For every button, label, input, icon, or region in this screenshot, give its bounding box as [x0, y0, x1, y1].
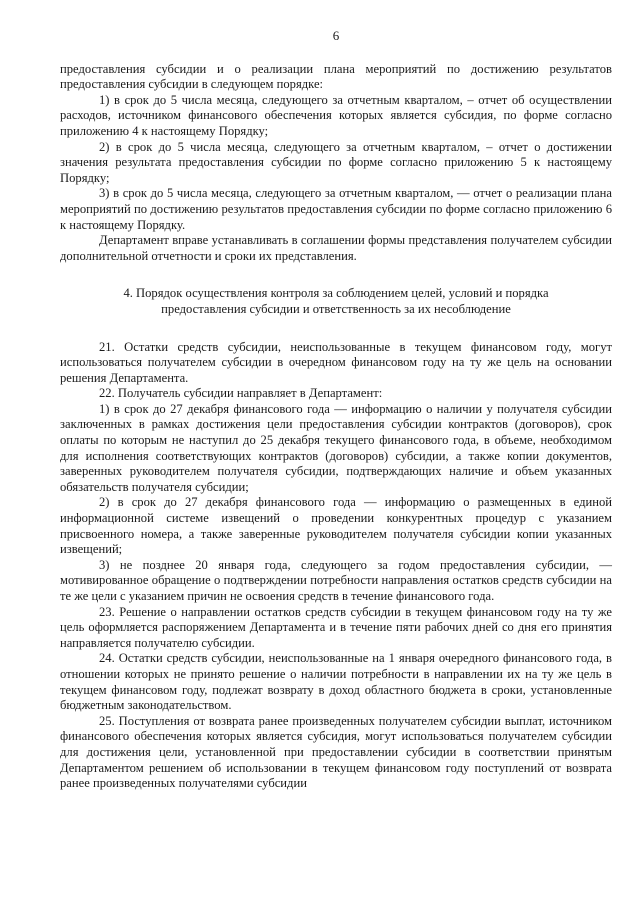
- document-page: [60, 28, 612, 792]
- paragraph-item-1: 1) в срок до 5 числа месяца, следующего за отчетным кварталом, – отчет об осуществлении расходов, источником финансового обеспечения которых является субсидия, по форме согласно приложению 4 к настоящему Порядку;: [60, 92, 612, 138]
- paragraph-item-3: 3) в срок до 5 числа месяца, следующего за отчетным кварталом, — отчет о реализации плана мероприятий по достижению результатов предоставления субсидии по форме согласно приложению 6 к настоящему Порядку.: [60, 186, 612, 232]
- paragraph-24: 24. Остатки средств субсидии, неиспользованные на 1 января очередного финансового года, в отношении которых не принято решение о наличии потребности в направлении их на ту же цель в текущем финансовом году, подлежат возврату в доход областного бюджета в сроки, установленные бюджетным законодательством.: [60, 651, 612, 713]
- paragraph-22-item-3: 3) не позднее 20 января года, следующего за годом предоставления субсидии, — мотивированное обращение о подтверждении потребности направления остатков средств субсидии на те же цели с указанием причин не освоения средств в течение финансового года.: [60, 557, 612, 603]
- paragraph-item-2: 2) в срок до 5 числа месяца, следующего за отчетным кварталом, – отчет о достижении значения результата предоставления субсидии по форме согласно приложению 5 к настоящему Порядку;: [60, 139, 612, 185]
- paragraph-22-item-2: 2) в срок до 27 декабря финансового года — информацию о размещенных в единой информационной системе извещений о проведении конкурентных процедур с указанием присвоенного номера, а также заверенные руководителем получателя субсидии копии указанных извещений;: [60, 495, 612, 557]
- section-heading-line-1: 4. Порядок осуществления контроля за соблюдением целей, условий и порядка: [123, 286, 549, 301]
- paragraph-22-item-1: 1) в срок до 27 декабря финансового года — информацию о наличии у получателя субсидии заключенных в рамках достижения цели предоставления субсидии контрактов (договоров), срок оплаты по которым не наступил до 25 декабря текущего финансового года, в объеме, необходимом для исполнения соответствующих контрактов (договоров) субсидии, а также копии документов, заверенных руководителем получателя субсидии, подтверждающих наличие и объем указанных обязательств получателя субсидии;: [60, 401, 612, 494]
- paragraph-21: 21. Остатки средств субсидии, неиспользованные в текущем финансовом году, могут использоваться получателем субсидии в очередном финансовом году на ту же цель на основании решения Департамента.: [60, 339, 612, 385]
- section-heading-line-2: предоставления субсидии и ответственность за их несоблюдение: [161, 301, 511, 316]
- paragraph-22: 22. Получатель субсидии направляет в Департамент:: [99, 386, 383, 401]
- paragraph-department-right: Департамент вправе устанавливать в соглашении формы представления получателем субсидии дополнительной отчетности и сроки их представления.: [60, 233, 612, 263]
- section-heading: [60, 286, 612, 317]
- paragraph-23: 23. Решение о направлении остатков средств субсидии в текущем финансовом году на ту же цель оформляется распоряжением Департамента и в течение пяти рабочих дней со дня его принятия направляется получателю субсидии.: [60, 604, 612, 650]
- page-number: 6: [332, 28, 340, 43]
- paragraph-25: 25. Поступления от возврата ранее произведенных получателем субсидии выплат, источником финансового обеспечения которых является субсидия, могут использоваться получателем субсидии для достижения цели, установленной при предоставлении субсидии в соответствии принятым Департаментом решением об использовании в текущем финансовом году поступлений от возврата ранее произведенных получателями субсидии: [60, 713, 612, 791]
- paragraph-continuation: предоставления субсидии и о реализации плана мероприятий по достижению результатов предоставления субсидии в следующем порядке:: [60, 61, 612, 92]
